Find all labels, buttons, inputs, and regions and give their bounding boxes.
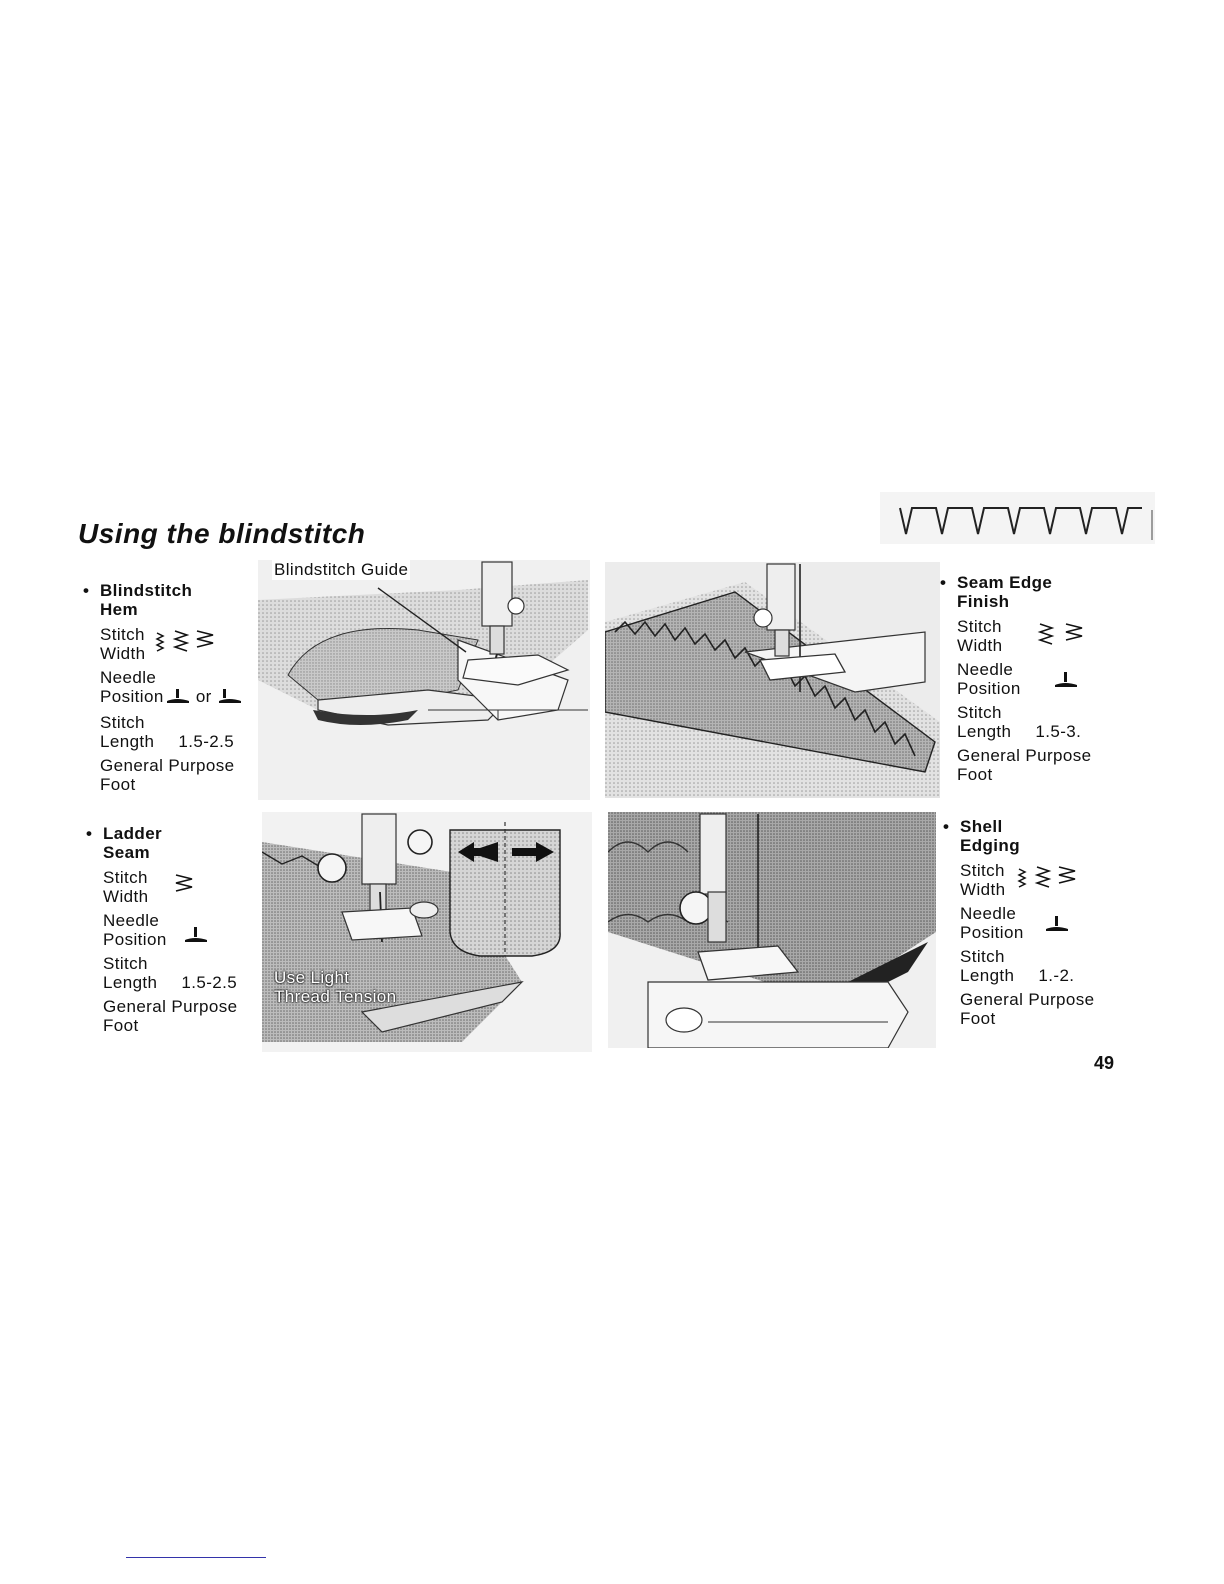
presser-foot-row: General Purpose Foot: [100, 755, 235, 794]
stitch-width-icon: [1015, 865, 1081, 895]
needle-position-row: Needle Position: [960, 904, 1130, 942]
bullet-icon: •: [943, 817, 950, 836]
stitch-length-row: Stitch Length 1.5-3.: [957, 703, 1082, 741]
stitch-width-row: Stitch Width: [960, 861, 1130, 899]
needle-position-row: Needle Position: [103, 911, 263, 949]
needle-position-row: Needle Position: [957, 660, 1127, 698]
footer-rule: [126, 1557, 266, 1558]
stitch-width-icon: [174, 873, 194, 901]
page-number: 49: [1094, 1053, 1115, 1073]
stitch-width-icon: [153, 629, 219, 659]
bullet-icon: •: [83, 581, 90, 600]
tension-note: Use Light Thread Tension: [274, 968, 397, 1006]
section-heading: • Ladder Seam: [86, 824, 163, 862]
section-heading: • Blindstitch Hem: [83, 581, 193, 619]
stitch-width-row: Stitch Width: [103, 868, 263, 906]
section-heading: • Seam Edge Finish: [940, 573, 1053, 611]
bullet-icon: •: [86, 824, 93, 843]
stitch-length-row: Stitch Length 1.5-2.5: [103, 954, 238, 992]
seam-edge-finish-illustration: [605, 562, 940, 798]
section-heading: • Shell Edging: [943, 817, 1020, 855]
stitch-width-icon: [1036, 622, 1088, 650]
needle-position-row: Needle Position or: [100, 668, 260, 708]
blindstitch-pattern-icon: [880, 492, 1155, 544]
ladder-seam-settings: [86, 824, 263, 1035]
blindstitch-guide-label: Blindstitch Guide: [274, 560, 409, 579]
stitch-width-row: Stitch Width: [957, 617, 1127, 655]
presser-foot-row: General Purpose Foot: [103, 997, 238, 1035]
stitch-length-row: Stitch Length 1.5-2.5: [100, 712, 235, 751]
shell-edging-illustration: [608, 812, 936, 1048]
blindstitch-hem-illustration: [258, 560, 590, 800]
needle-left-icon: [217, 688, 243, 708]
needle-center-icon: [1053, 671, 1079, 693]
ladder-seam-illustration: [262, 812, 592, 1052]
presser-foot-row: General Purpose Foot: [957, 746, 1092, 784]
page-title: Using the blindstitch: [78, 518, 366, 549]
blindstitch-hem-settings: [83, 581, 260, 794]
stitch-width-row: Stitch Width: [100, 625, 260, 663]
needle-center-icon: [1044, 915, 1070, 937]
stitch-length-row: Stitch Length 1.-2.: [960, 947, 1075, 985]
presser-foot-row: General Purpose Foot: [960, 990, 1095, 1028]
needle-center-icon: [165, 688, 191, 708]
needle-center-icon: [183, 926, 209, 948]
seam-edge-finish-settings: [940, 573, 1127, 784]
bullet-icon: •: [940, 573, 947, 592]
shell-edging-settings: [943, 817, 1130, 1028]
